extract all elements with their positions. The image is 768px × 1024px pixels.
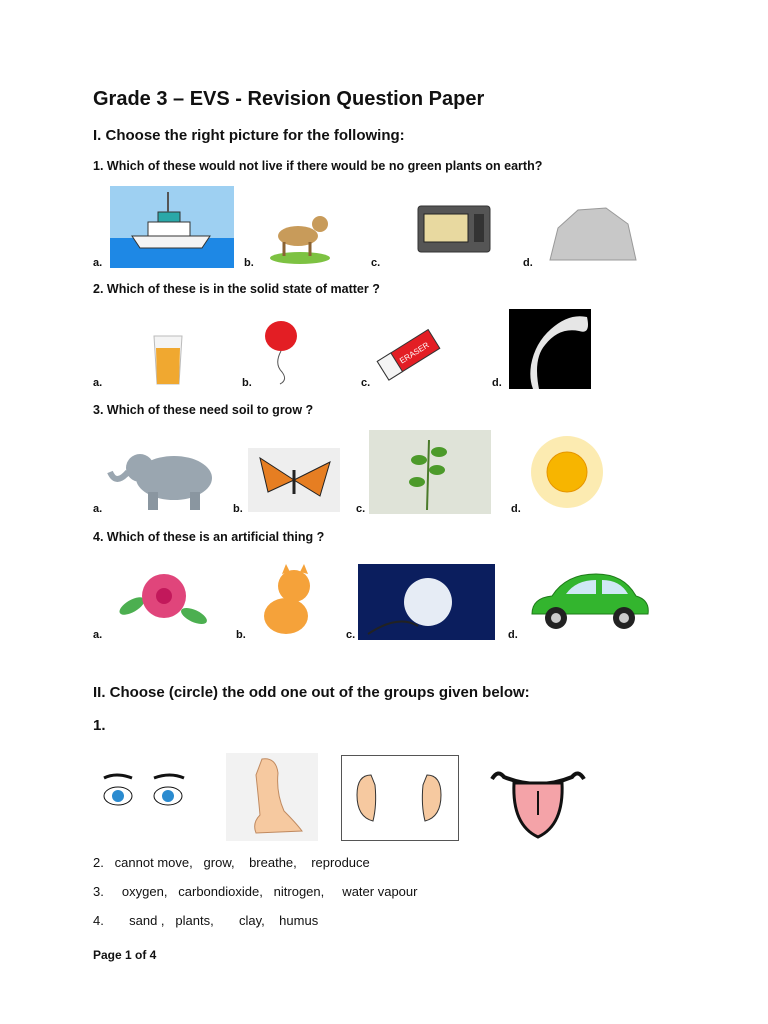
moon-picture — [358, 564, 495, 640]
ears-picture — [341, 755, 459, 841]
q1-option-a: a. — [93, 257, 103, 269]
leg-picture — [226, 753, 318, 841]
question-2: 2. Which of these is in the solid state of matter ? — [93, 282, 380, 296]
q4-option-b: b. — [236, 629, 246, 641]
car-picture — [526, 570, 652, 632]
q4-option-c: c. — [346, 629, 356, 641]
group-1-number: 1. — [93, 717, 106, 734]
q2-option-a: a. — [93, 377, 103, 389]
q1-option-b: b. — [244, 257, 254, 269]
elephant-picture — [106, 442, 216, 512]
q2-option-c: c. — [361, 377, 371, 389]
q3-option-c: c. — [356, 503, 366, 515]
eyes-picture — [98, 770, 188, 810]
q4-option-d: d. — [508, 629, 518, 641]
kitten-picture — [248, 560, 324, 638]
q1-option-d: d. — [523, 257, 533, 269]
q3-option-d: d. — [511, 503, 521, 515]
rock-picture — [546, 204, 638, 262]
question-3: 3. Which of these need soil to grow ? — [93, 403, 314, 417]
section-2-heading: II. Choose (circle) the odd one out of the groups given below: — [93, 684, 530, 701]
sun-picture — [525, 430, 609, 514]
q3-option-a: a. — [93, 503, 103, 515]
q4-option-a: a. — [93, 629, 103, 641]
juice-glass-picture — [150, 334, 186, 386]
question-4: 4. Which of these is an artificial thing ? — [93, 530, 325, 544]
group-2: 2. cannot move, grow, breathe, reproduce — [93, 855, 370, 870]
flower-picture — [110, 556, 216, 638]
group-3: 3. oxygen, carbondioxide, nitrogen, water vapour — [93, 884, 418, 899]
q1-option-c: c. — [371, 257, 381, 269]
page-title: Grade 3 – EVS - Revision Question Paper — [93, 88, 485, 110]
q2-option-d: d. — [492, 377, 502, 389]
eraser-label: ERASER — [398, 340, 431, 366]
ship-picture — [110, 186, 234, 268]
balloon-picture — [262, 320, 300, 386]
tongue-picture — [488, 765, 588, 843]
eraser-picture — [374, 326, 442, 382]
question-1: 1. Which of these would not live if there would be no green plants on earth? — [93, 159, 543, 173]
goat-picture — [262, 196, 338, 264]
q3-option-b: b. — [233, 503, 243, 515]
microwave-picture — [418, 206, 490, 252]
butterfly-picture — [248, 448, 340, 512]
q2-option-b: b. — [242, 377, 252, 389]
smoke-picture — [509, 309, 591, 389]
plant-picture — [369, 430, 491, 514]
page-footer: Page 1 of 4 — [93, 948, 157, 962]
section-1-heading: I. Choose the right picture for the following: — [93, 127, 405, 144]
group-4: 4. sand , plants, clay, humus — [93, 913, 319, 928]
